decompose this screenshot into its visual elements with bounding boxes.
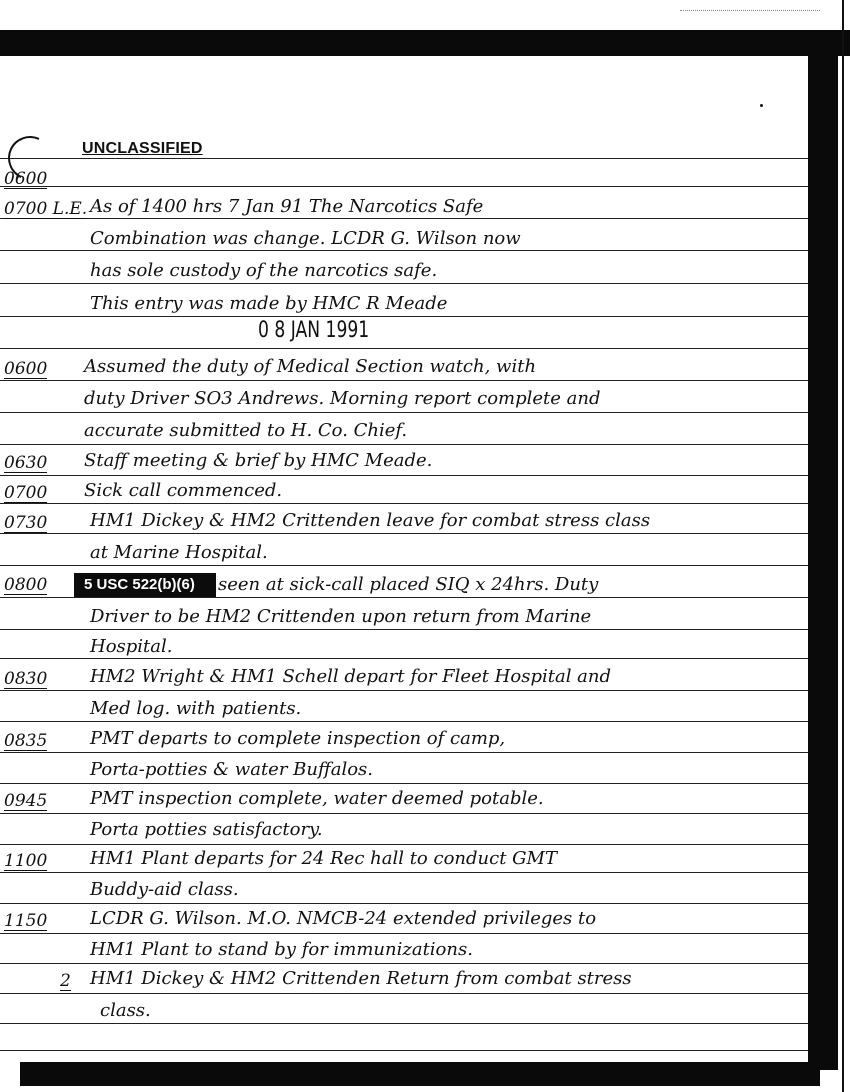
entry-text: Assumed the duty of Medical Section watch, with	[84, 356, 537, 377]
ruled-line	[0, 903, 808, 904]
entry-text: has sole custody of the narcotics safe.	[90, 260, 438, 281]
ruled-line	[0, 565, 808, 566]
entry-text: HM1 Dickey & HM2 Crittenden leave for combat stress class	[90, 510, 651, 531]
scan-bottom-band	[20, 1062, 820, 1086]
entry-text: LCDR G. Wilson. M.O. NMCB-24 extended privileges to	[90, 908, 597, 929]
ruled-line	[0, 380, 808, 381]
entry-text: Sick call commenced.	[84, 480, 283, 501]
entry-time: 2	[60, 971, 71, 991]
ruled-line	[0, 1023, 808, 1024]
entry-text: HM2 Wright & HM1 Schell depart for Fleet Hospital and	[90, 666, 612, 687]
ruled-line	[0, 316, 808, 317]
entry-text: HM1 Dickey & HM2 Crittenden Return from combat stress	[90, 968, 632, 989]
entry-text: Driver to be HM2 Crittenden upon return from Marine	[90, 606, 592, 627]
ruled-line	[0, 1050, 808, 1051]
entry-text: Staff meeting & brief by HMC Meade.	[84, 450, 433, 471]
entry-text: Porta-potties & water Buffalos.	[90, 759, 374, 780]
entry-time: 0700	[4, 483, 48, 503]
entry-text: PMT departs to complete inspection of camp,	[90, 728, 506, 749]
entry-text: seen at sick-call placed SIQ x 24hrs. Duty	[218, 574, 599, 595]
scan-right-band	[808, 30, 838, 1070]
entry-time: 0600	[4, 359, 48, 379]
entry-time: 0945	[4, 791, 48, 811]
entry-text: Hospital.	[90, 636, 173, 657]
ruled-line	[0, 283, 808, 284]
ruled-line	[0, 186, 808, 187]
entry-text: at Marine Hospital.	[90, 542, 268, 563]
ruled-line	[0, 158, 808, 159]
entry-text: HM1 Plant to stand by for immunizations.	[90, 939, 473, 960]
ruled-line	[0, 250, 808, 251]
ruled-line	[0, 475, 808, 476]
scan-edge-line	[842, 0, 844, 1092]
entry-text: duty Driver SO3 Andrews. Morning report complete and	[84, 388, 601, 409]
entry-text: HM1 Plant departs for 24 Rec hall to conduct GMT	[90, 848, 557, 869]
entry-time: 0800	[4, 575, 48, 595]
entry-time: 0600	[4, 169, 48, 189]
scan-artifact	[680, 2, 820, 11]
entry-text: As of 1400 hrs 7 Jan 91 The Narcotics Safe	[90, 196, 484, 217]
date-stamp: 0 8 JAN 1991	[258, 318, 370, 343]
entry-text: This entry was made by HMC R Meade	[90, 293, 448, 314]
entry-time: 1100	[4, 851, 48, 871]
ruled-line	[0, 412, 808, 413]
entry-time: 0835	[4, 731, 48, 751]
ruled-line	[0, 629, 808, 630]
entry-time: 1150	[4, 911, 48, 931]
entry-time: 0630	[4, 453, 48, 473]
entry-text: accurate submitted to H. Co. Chief.	[84, 420, 408, 441]
entry-time: 0730	[4, 513, 48, 533]
ruled-line	[0, 503, 808, 504]
ruled-line	[0, 993, 808, 994]
classification-header: UNCLASSIFIED	[82, 140, 203, 157]
entry-text: Combination was change. LCDR G. Wilson now	[90, 228, 521, 249]
ruled-line	[0, 533, 808, 534]
ruled-line	[0, 658, 808, 659]
ruled-line	[0, 690, 808, 691]
ruled-line	[0, 752, 808, 753]
scan-dot	[760, 104, 763, 107]
entry-text: Buddy-aid class.	[90, 879, 239, 900]
entry-text: class.	[100, 1000, 151, 1021]
ruled-line	[0, 813, 808, 814]
ruled-line	[0, 597, 808, 598]
ruled-line	[0, 721, 808, 722]
entry-time: 0700 L.E.	[4, 199, 88, 219]
scan-top-band	[0, 30, 850, 56]
entry-text: PMT inspection complete, water deemed potable.	[90, 788, 544, 809]
redaction-block: 5 USC 522(b)(6)	[74, 573, 216, 597]
ruled-line	[0, 348, 808, 349]
ruled-line	[0, 933, 808, 934]
entry-text: Med log. with patients.	[90, 698, 302, 719]
ruled-line	[0, 783, 808, 784]
ruled-line	[0, 444, 808, 445]
ruled-line	[0, 844, 808, 845]
ruled-line	[0, 963, 808, 964]
ruled-line	[0, 218, 808, 219]
entry-text: Porta potties satisfactory.	[90, 819, 323, 840]
entry-time: 0830	[4, 669, 48, 689]
ruled-line	[0, 872, 808, 873]
